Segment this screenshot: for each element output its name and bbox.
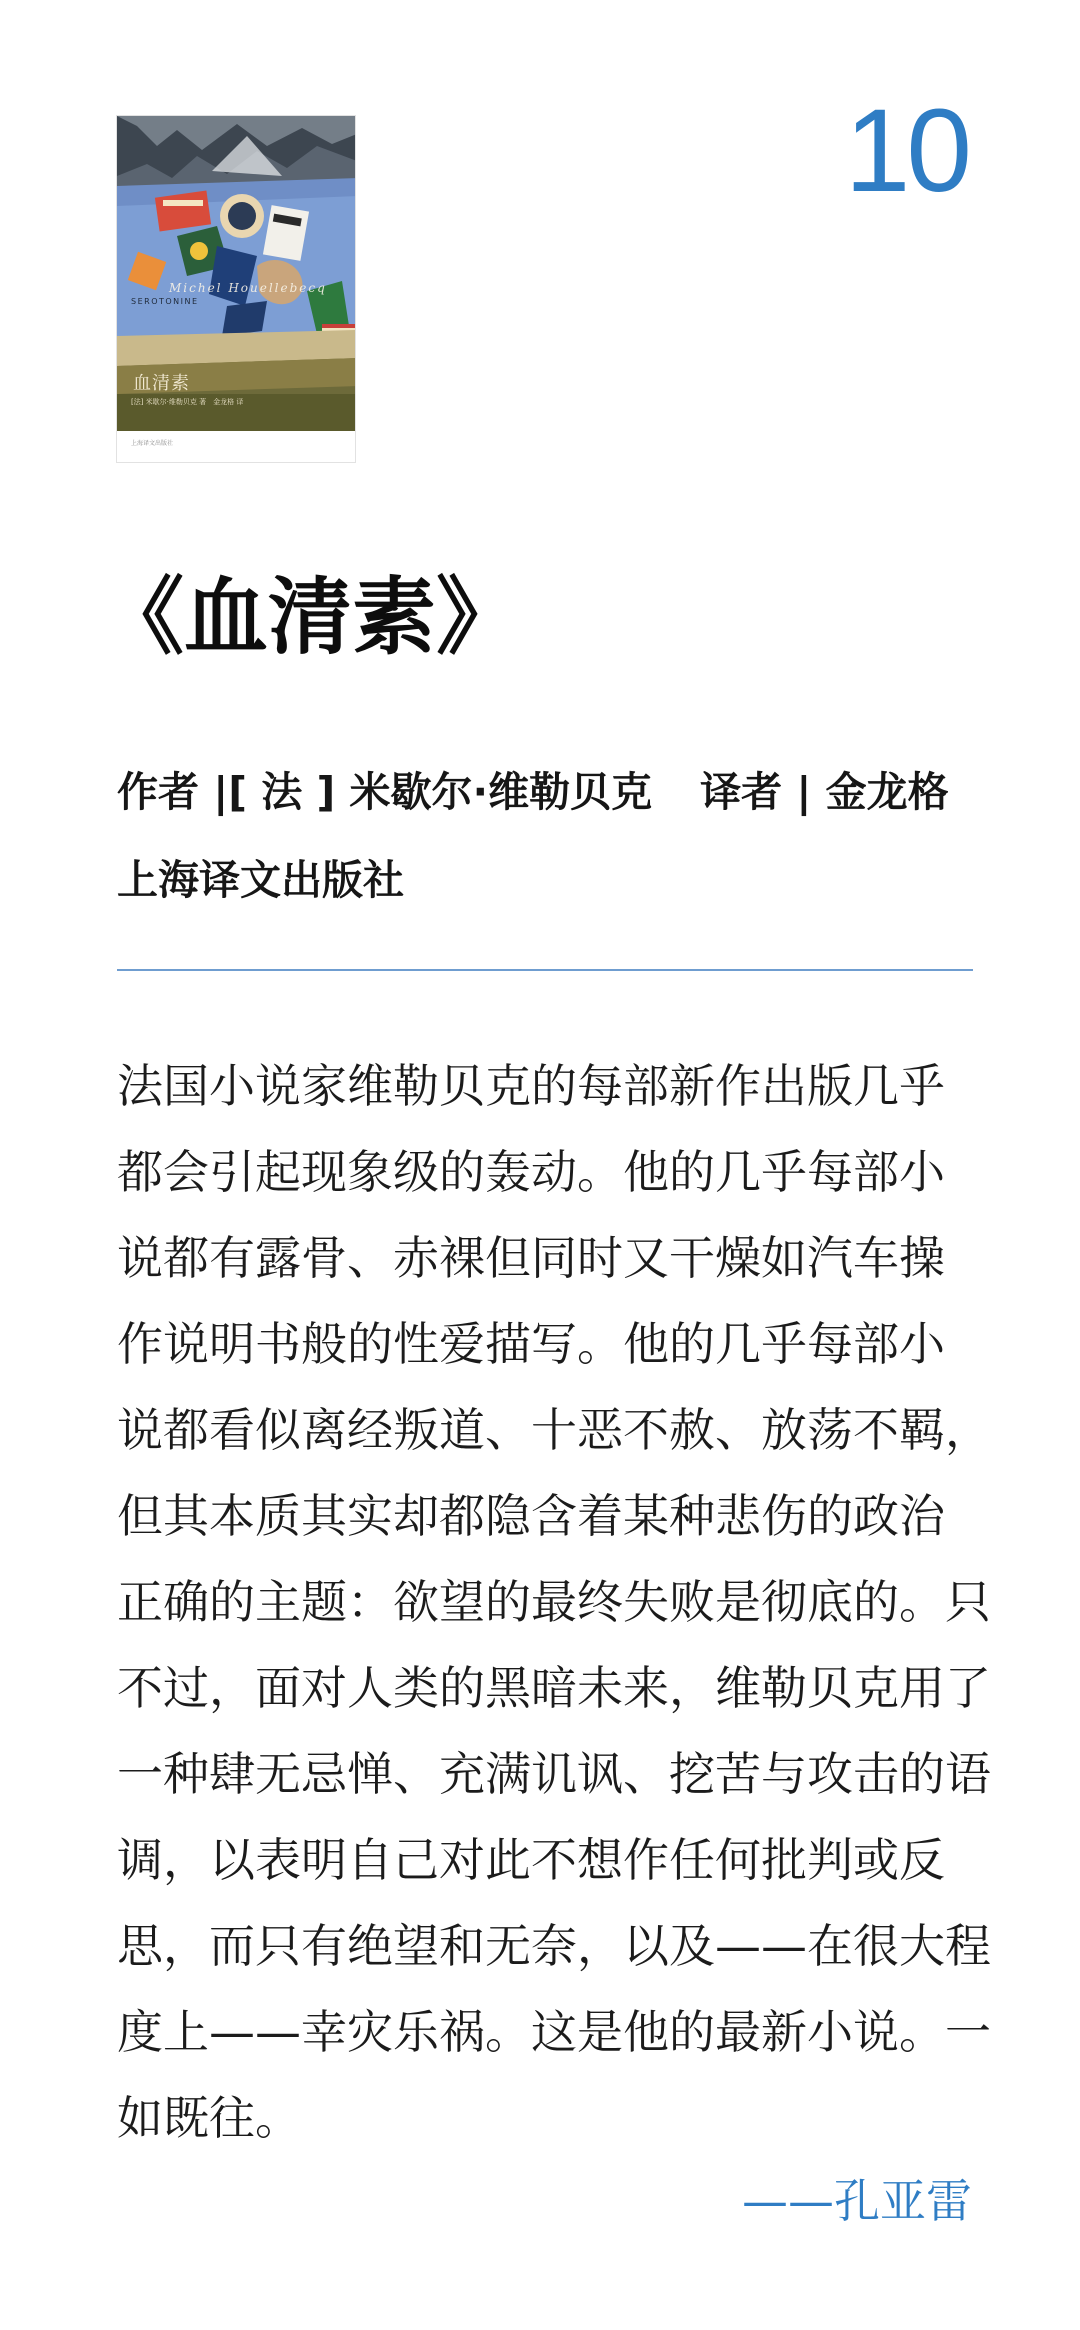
review-line: 作说明书般的性爱描写。他的几乎每部小 — [117, 1317, 945, 1371]
translator-credit: 译者 | 金龙格 — [700, 768, 949, 816]
book-cover-image — [116, 115, 356, 463]
review-line: 不过，面对人类的黑暗未来，维勒贝克用了 — [117, 1661, 991, 1715]
section-divider — [117, 969, 973, 971]
cover-title: 血清素 — [133, 373, 190, 394]
author-credit: 作者 |[ 法 ] 米歇尔·维勒贝克 — [117, 768, 653, 816]
reviewer-signature: ——孔亚雷 — [742, 2174, 972, 2228]
item-number: 10 — [844, 85, 968, 217]
book-credits — [117, 748, 949, 924]
review-line: 说都有露骨、赤裸但同时又干燥如汽车操 — [117, 1231, 945, 1285]
review-line: 但其本质其实却都隐含着某种悲伤的政治 — [117, 1489, 945, 1543]
credit-line-authors — [117, 748, 949, 836]
review-line: 法国小说家维勒贝克的每部新作出版几乎 — [117, 1059, 945, 1113]
cover-author-en: Michel Houellebecq — [169, 281, 327, 295]
review-line: 如既往。 — [117, 2091, 301, 2145]
review-line: 思，而只有绝望和无奈，以及——在很大程 — [117, 1919, 991, 1973]
review-line: 都会引起现象级的轰动。他的几乎每部小 — [117, 1145, 945, 1199]
review-text — [117, 1043, 991, 2161]
review-line: 正确的主题：欲望的最终失败是彻底的。只 — [117, 1575, 991, 1629]
book-title: 《血清素》 — [100, 568, 521, 666]
cover-subtitle-en: SEROTONINE — [131, 297, 199, 306]
publisher-credit: 上海译文出版社 — [117, 856, 404, 904]
review-line: 一种肆无忌惮、充满讥讽、挖苦与攻击的语 — [117, 1747, 991, 1801]
review-line: 调，以表明自己对此不想作任何批判或反 — [117, 1833, 945, 1887]
cover-publisher: 上海译文出版社 — [131, 440, 174, 447]
cover-meta: [法] 米歇尔·维勒贝克 著 金龙格 译 — [131, 398, 244, 406]
review-line: 度上——幸灾乐祸。这是他的最新小说。一 — [117, 2005, 991, 2059]
review-line: 说都看似离经叛道、十恶不赦、放荡不羁， — [117, 1403, 991, 1457]
